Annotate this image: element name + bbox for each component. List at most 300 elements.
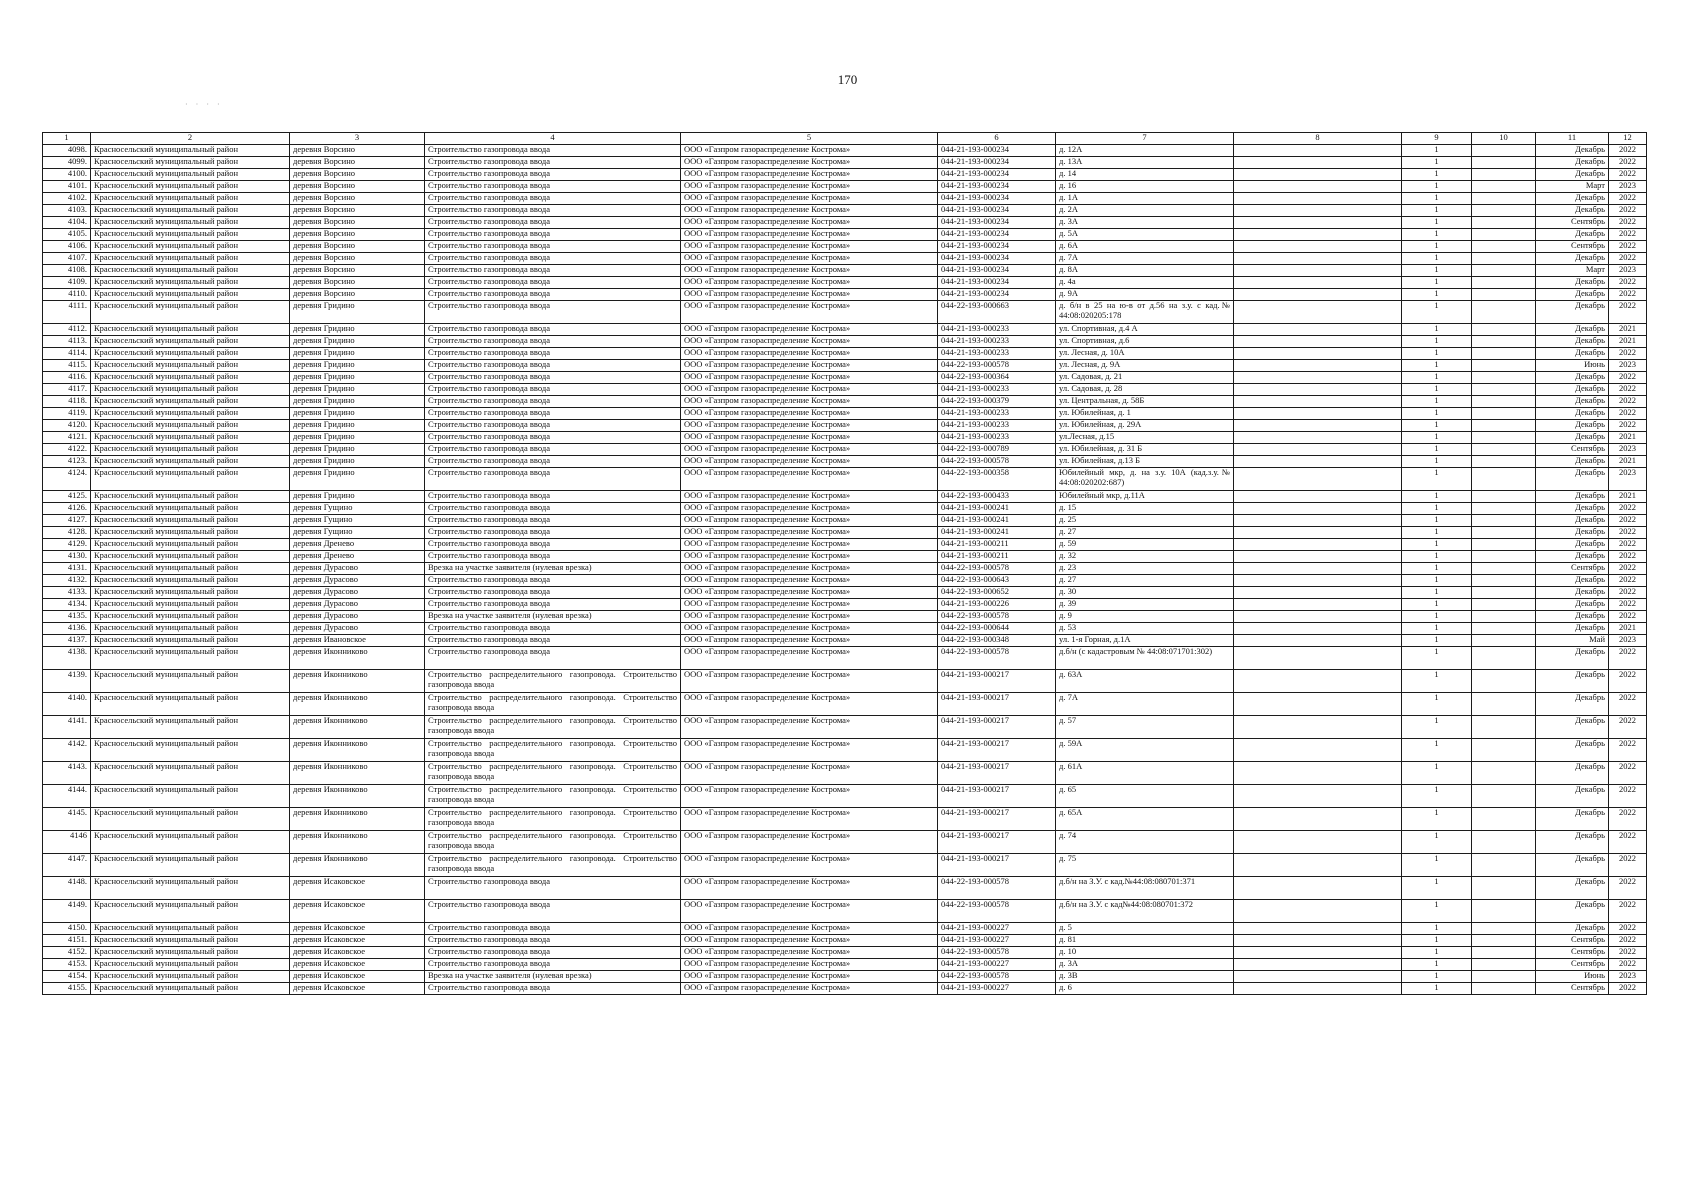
year-cell: 2022 bbox=[1609, 503, 1647, 515]
district-cell: Красносельский муниципальный район bbox=[91, 289, 290, 301]
application-number-cell: 044-21-193-000233 bbox=[938, 384, 1056, 396]
settlement-cell: деревня Иконниково bbox=[290, 716, 425, 739]
row-number-cell: 4131. bbox=[43, 563, 91, 575]
organization-cell: ООО «Газпром газораспределение Кострома» bbox=[681, 900, 938, 923]
settlement-cell: деревня Гущино bbox=[290, 503, 425, 515]
column-10-cell bbox=[1472, 456, 1536, 468]
address-cell: д. 23 bbox=[1056, 563, 1234, 575]
district-cell: Красносельский муниципальный район bbox=[91, 157, 290, 169]
column-8-cell bbox=[1234, 229, 1402, 241]
column-10-cell bbox=[1472, 491, 1536, 503]
organization-cell: ООО «Газпром газораспределение Кострома» bbox=[681, 181, 938, 193]
address-cell: д. 4а bbox=[1056, 277, 1234, 289]
column-header: 2 bbox=[91, 133, 290, 145]
work-type-cell: Строительство газопровода ввода bbox=[425, 157, 681, 169]
address-cell: д.б/н (с кадастровым № 44:08:071701:302) bbox=[1056, 647, 1234, 670]
application-number-cell: 044-21-193-000217 bbox=[938, 785, 1056, 808]
work-type-cell: Строительство газопровода ввода bbox=[425, 923, 681, 935]
settlement-cell: деревня Гридино bbox=[290, 336, 425, 348]
count-cell: 1 bbox=[1402, 372, 1472, 384]
application-number-cell: 044-21-193-000234 bbox=[938, 157, 1056, 169]
column-8-cell bbox=[1234, 265, 1402, 277]
count-cell: 1 bbox=[1402, 396, 1472, 408]
settlement-cell: деревня Дренево bbox=[290, 551, 425, 563]
table-row bbox=[43, 611, 1647, 623]
month-cell: Декабрь bbox=[1536, 145, 1609, 157]
year-cell: 2022 bbox=[1609, 959, 1647, 971]
application-number-cell: 044-21-193-000234 bbox=[938, 265, 1056, 277]
address-cell: д. 7А bbox=[1056, 693, 1234, 716]
application-number-cell: 044-22-193-000789 bbox=[938, 444, 1056, 456]
address-cell: д. 8А bbox=[1056, 265, 1234, 277]
month-cell: Декабрь bbox=[1536, 647, 1609, 670]
work-type-cell: Строительство газопровода ввода bbox=[425, 575, 681, 587]
table-row bbox=[43, 785, 1647, 808]
work-type-cell: Строительство газопровода ввода bbox=[425, 253, 681, 265]
organization-cell: ООО «Газпром газораспределение Кострома» bbox=[681, 301, 938, 324]
count-cell: 1 bbox=[1402, 900, 1472, 923]
address-cell: д. 81 bbox=[1056, 935, 1234, 947]
organization-cell: ООО «Газпром газораспределение Кострома» bbox=[681, 923, 938, 935]
address-cell: д. 27 bbox=[1056, 527, 1234, 539]
district-cell: Красносельский муниципальный район bbox=[91, 623, 290, 635]
row-number-cell: 4105. bbox=[43, 229, 91, 241]
column-8-cell bbox=[1234, 515, 1402, 527]
count-cell: 1 bbox=[1402, 217, 1472, 229]
count-cell: 1 bbox=[1402, 959, 1472, 971]
organization-cell: ООО «Газпром газораспределение Кострома» bbox=[681, 935, 938, 947]
table-row bbox=[43, 205, 1647, 217]
address-cell: д. 65А bbox=[1056, 808, 1234, 831]
column-8-cell bbox=[1234, 983, 1402, 995]
month-cell: Июнь bbox=[1536, 971, 1609, 983]
work-type-cell: Строительство распределительного газопровода. Строительство газопровода ввода bbox=[425, 693, 681, 716]
year-cell: 2023 bbox=[1609, 181, 1647, 193]
month-cell: Декабрь bbox=[1536, 808, 1609, 831]
work-type-cell: Строительство газопровода ввода bbox=[425, 408, 681, 420]
organization-cell: ООО «Газпром газораспределение Кострома» bbox=[681, 785, 938, 808]
column-8-cell bbox=[1234, 372, 1402, 384]
column-10-cell bbox=[1472, 923, 1536, 935]
settlement-cell: деревня Гридино bbox=[290, 456, 425, 468]
column-10-cell bbox=[1472, 854, 1536, 877]
row-number-cell: 4151. bbox=[43, 935, 91, 947]
column-header: 9 bbox=[1402, 133, 1472, 145]
count-cell: 1 bbox=[1402, 647, 1472, 670]
year-cell: 2023 bbox=[1609, 635, 1647, 647]
column-10-cell bbox=[1472, 831, 1536, 854]
year-cell: 2021 bbox=[1609, 324, 1647, 336]
work-type-cell: Врезка на участке заявителя (нулевая врезка) bbox=[425, 563, 681, 575]
address-cell: д. 15 bbox=[1056, 503, 1234, 515]
column-8-cell bbox=[1234, 205, 1402, 217]
month-cell: Декабрь bbox=[1536, 923, 1609, 935]
district-cell: Красносельский муниципальный район bbox=[91, 169, 290, 181]
application-number-cell: 044-21-193-000234 bbox=[938, 145, 1056, 157]
address-cell: ул. Лесная, д. 10А bbox=[1056, 348, 1234, 360]
district-cell: Красносельский муниципальный район bbox=[91, 456, 290, 468]
month-cell: Декабрь bbox=[1536, 372, 1609, 384]
year-cell: 2022 bbox=[1609, 205, 1647, 217]
application-number-cell: 044-21-193-000211 bbox=[938, 539, 1056, 551]
table-row bbox=[43, 468, 1647, 491]
table-row bbox=[43, 432, 1647, 444]
table-row bbox=[43, 739, 1647, 762]
count-cell: 1 bbox=[1402, 831, 1472, 854]
row-number-cell: 4141. bbox=[43, 716, 91, 739]
organization-cell: ООО «Газпром газораспределение Кострома» bbox=[681, 587, 938, 599]
count-cell: 1 bbox=[1402, 324, 1472, 336]
table-row bbox=[43, 854, 1647, 877]
month-cell: Декабрь bbox=[1536, 468, 1609, 491]
table-row bbox=[43, 599, 1647, 611]
organization-cell: ООО «Газпром газораспределение Кострома» bbox=[681, 169, 938, 181]
year-cell: 2023 bbox=[1609, 468, 1647, 491]
count-cell: 1 bbox=[1402, 785, 1472, 808]
year-cell: 2023 bbox=[1609, 444, 1647, 456]
month-cell: Декабрь bbox=[1536, 205, 1609, 217]
work-type-cell: Строительство газопровода ввода bbox=[425, 396, 681, 408]
month-cell: Декабрь bbox=[1536, 157, 1609, 169]
organization-cell: ООО «Газпром газораспределение Кострома» bbox=[681, 515, 938, 527]
settlement-cell: деревня Дурасово bbox=[290, 575, 425, 587]
count-cell: 1 bbox=[1402, 205, 1472, 217]
column-header: 12 bbox=[1609, 133, 1647, 145]
month-cell: Декабрь bbox=[1536, 693, 1609, 716]
scan-specks: · · · · bbox=[185, 100, 223, 109]
row-number-cell: 4145. bbox=[43, 808, 91, 831]
organization-cell: ООО «Газпром газораспределение Кострома» bbox=[681, 947, 938, 959]
column-header: 4 bbox=[425, 133, 681, 145]
count-cell: 1 bbox=[1402, 551, 1472, 563]
district-cell: Красносельский муниципальный район bbox=[91, 444, 290, 456]
row-number-cell: 4100. bbox=[43, 169, 91, 181]
column-8-cell bbox=[1234, 348, 1402, 360]
work-type-cell: Врезка на участке заявителя (нулевая врезка) bbox=[425, 971, 681, 983]
column-10-cell bbox=[1472, 739, 1536, 762]
count-cell: 1 bbox=[1402, 384, 1472, 396]
district-cell: Красносельский муниципальный район bbox=[91, 372, 290, 384]
column-10-cell bbox=[1472, 670, 1536, 693]
count-cell: 1 bbox=[1402, 515, 1472, 527]
district-cell: Красносельский муниципальный район bbox=[91, 468, 290, 491]
address-cell: д. 12А bbox=[1056, 145, 1234, 157]
application-number-cell: 044-21-193-000233 bbox=[938, 408, 1056, 420]
table-row bbox=[43, 241, 1647, 253]
column-10-cell bbox=[1472, 785, 1536, 808]
table-row bbox=[43, 635, 1647, 647]
table-row bbox=[43, 360, 1647, 372]
work-type-cell: Строительство газопровода ввода bbox=[425, 265, 681, 277]
settlement-cell: деревня Ворсино bbox=[290, 205, 425, 217]
column-header: 7 bbox=[1056, 133, 1234, 145]
column-10-cell bbox=[1472, 229, 1536, 241]
row-number-cell: 4099. bbox=[43, 157, 91, 169]
column-10-cell bbox=[1472, 181, 1536, 193]
address-cell: д. 13А bbox=[1056, 157, 1234, 169]
address-cell: д.б/н на З.У. с кад№44:08:080701:372 bbox=[1056, 900, 1234, 923]
settlement-cell: деревня Ворсино bbox=[290, 181, 425, 193]
column-10-cell bbox=[1472, 444, 1536, 456]
column-10-cell bbox=[1472, 575, 1536, 587]
month-cell: Декабрь bbox=[1536, 575, 1609, 587]
organization-cell: ООО «Газпром газораспределение Кострома» bbox=[681, 647, 938, 670]
table-row bbox=[43, 693, 1647, 716]
year-cell: 2021 bbox=[1609, 432, 1647, 444]
month-cell: Декабрь bbox=[1536, 289, 1609, 301]
address-cell: д. 6А bbox=[1056, 241, 1234, 253]
district-cell: Красносельский муниципальный район bbox=[91, 983, 290, 995]
year-cell: 2021 bbox=[1609, 456, 1647, 468]
column-8-cell bbox=[1234, 587, 1402, 599]
district-cell: Красносельский муниципальный район bbox=[91, 515, 290, 527]
application-number-cell: 044-21-193-000211 bbox=[938, 551, 1056, 563]
month-cell: Декабрь bbox=[1536, 408, 1609, 420]
column-8-cell bbox=[1234, 539, 1402, 551]
count-cell: 1 bbox=[1402, 808, 1472, 831]
application-number-cell: 044-22-193-000663 bbox=[938, 301, 1056, 324]
organization-cell: ООО «Газпром газораспределение Кострома» bbox=[681, 372, 938, 384]
row-number-cell: 4107. bbox=[43, 253, 91, 265]
work-type-cell: Строительство газопровода ввода bbox=[425, 515, 681, 527]
column-8-cell bbox=[1234, 157, 1402, 169]
month-cell: Декабрь bbox=[1536, 623, 1609, 635]
application-number-cell: 044-22-193-000358 bbox=[938, 468, 1056, 491]
row-number-cell: 4155. bbox=[43, 983, 91, 995]
table-row bbox=[43, 563, 1647, 575]
work-type-cell: Строительство газопровода ввода bbox=[425, 360, 681, 372]
table-row bbox=[43, 515, 1647, 527]
table-row bbox=[43, 762, 1647, 785]
address-cell: ул. Спортивная, д.6 bbox=[1056, 336, 1234, 348]
count-cell: 1 bbox=[1402, 491, 1472, 503]
column-10-cell bbox=[1472, 599, 1536, 611]
table-row bbox=[43, 527, 1647, 539]
month-cell: Декабрь bbox=[1536, 324, 1609, 336]
month-cell: Сентябрь bbox=[1536, 935, 1609, 947]
year-cell: 2022 bbox=[1609, 277, 1647, 289]
month-cell: Декабрь bbox=[1536, 854, 1609, 877]
table-row bbox=[43, 647, 1647, 670]
month-cell: Март bbox=[1536, 181, 1609, 193]
settlement-cell: деревня Дурасово bbox=[290, 599, 425, 611]
row-number-cell: 4140. bbox=[43, 693, 91, 716]
work-type-cell: Строительство газопровода ввода bbox=[425, 444, 681, 456]
organization-cell: ООО «Газпром газораспределение Кострома» bbox=[681, 217, 938, 229]
district-cell: Красносельский муниципальный район bbox=[91, 716, 290, 739]
district-cell: Красносельский муниципальный район bbox=[91, 229, 290, 241]
application-number-cell: 044-21-193-000241 bbox=[938, 503, 1056, 515]
organization-cell: ООО «Газпром газораспределение Кострома» bbox=[681, 599, 938, 611]
column-10-cell bbox=[1472, 169, 1536, 181]
application-number-cell: 044-21-193-000234 bbox=[938, 181, 1056, 193]
month-cell: Июнь bbox=[1536, 360, 1609, 372]
application-number-cell: 044-22-193-000433 bbox=[938, 491, 1056, 503]
application-number-cell: 044-21-193-000217 bbox=[938, 762, 1056, 785]
work-type-cell: Строительство газопровода ввода bbox=[425, 384, 681, 396]
column-8-cell bbox=[1234, 420, 1402, 432]
year-cell: 2022 bbox=[1609, 611, 1647, 623]
district-cell: Красносельский муниципальный район bbox=[91, 599, 290, 611]
month-cell: Декабрь bbox=[1536, 551, 1609, 563]
count-cell: 1 bbox=[1402, 539, 1472, 551]
column-8-cell bbox=[1234, 527, 1402, 539]
year-cell: 2022 bbox=[1609, 599, 1647, 611]
table-row bbox=[43, 408, 1647, 420]
settlement-cell: деревня Ворсино bbox=[290, 169, 425, 181]
month-cell: Декабрь bbox=[1536, 527, 1609, 539]
column-8-cell bbox=[1234, 575, 1402, 587]
month-cell: Декабрь bbox=[1536, 277, 1609, 289]
settlement-cell: деревня Иконниково bbox=[290, 670, 425, 693]
settlement-cell: деревня Ворсино bbox=[290, 157, 425, 169]
address-cell: д. 5 bbox=[1056, 923, 1234, 935]
application-number-cell: 044-21-193-000234 bbox=[938, 277, 1056, 289]
settlement-cell: деревня Иконниково bbox=[290, 808, 425, 831]
row-number-cell: 4112. bbox=[43, 324, 91, 336]
district-cell: Красносельский муниципальный район bbox=[91, 575, 290, 587]
organization-cell: ООО «Газпром газораспределение Кострома» bbox=[681, 539, 938, 551]
count-cell: 1 bbox=[1402, 420, 1472, 432]
column-8-cell bbox=[1234, 336, 1402, 348]
district-cell: Красносельский муниципальный район bbox=[91, 739, 290, 762]
count-cell: 1 bbox=[1402, 229, 1472, 241]
address-cell: ул. Юбилейная, д.13 Б bbox=[1056, 456, 1234, 468]
column-8-cell bbox=[1234, 854, 1402, 877]
month-cell: Декабрь bbox=[1536, 831, 1609, 854]
address-cell: д. 1А bbox=[1056, 193, 1234, 205]
column-10-cell bbox=[1472, 587, 1536, 599]
application-number-cell: 044-21-193-000234 bbox=[938, 217, 1056, 229]
row-number-cell: 4148. bbox=[43, 877, 91, 900]
count-cell: 1 bbox=[1402, 635, 1472, 647]
row-number-cell: 4101. bbox=[43, 181, 91, 193]
year-cell: 2022 bbox=[1609, 575, 1647, 587]
row-number-cell: 4135. bbox=[43, 611, 91, 623]
district-cell: Красносельский муниципальный район bbox=[91, 785, 290, 808]
work-type-cell: Строительство газопровода ввода bbox=[425, 599, 681, 611]
application-number-cell: 044-22-193-000379 bbox=[938, 396, 1056, 408]
count-cell: 1 bbox=[1402, 289, 1472, 301]
month-cell: Декабрь bbox=[1536, 503, 1609, 515]
settlement-cell: деревня Дурасово bbox=[290, 587, 425, 599]
column-8-cell bbox=[1234, 739, 1402, 762]
table-row bbox=[43, 348, 1647, 360]
district-cell: Красносельский муниципальный район bbox=[91, 635, 290, 647]
application-number-cell: 044-21-193-000217 bbox=[938, 670, 1056, 693]
month-cell: Декабрь bbox=[1536, 229, 1609, 241]
district-cell: Красносельский муниципальный район bbox=[91, 503, 290, 515]
work-type-cell: Строительство газопровода ввода bbox=[425, 456, 681, 468]
column-10-cell bbox=[1472, 647, 1536, 670]
application-number-cell: 044-21-193-000234 bbox=[938, 205, 1056, 217]
organization-cell: ООО «Газпром газораспределение Кострома» bbox=[681, 289, 938, 301]
year-cell: 2022 bbox=[1609, 348, 1647, 360]
settlement-cell: деревня Гридино bbox=[290, 408, 425, 420]
row-number-cell: 4154. bbox=[43, 971, 91, 983]
settlement-cell: деревня Ворсино bbox=[290, 241, 425, 253]
month-cell: Декабрь bbox=[1536, 515, 1609, 527]
settlement-cell: деревня Дурасово bbox=[290, 563, 425, 575]
address-cell: ул. Юбилейная, д. 29А bbox=[1056, 420, 1234, 432]
count-cell: 1 bbox=[1402, 193, 1472, 205]
settlement-cell: деревня Иконниково bbox=[290, 785, 425, 808]
work-type-cell: Строительство газопровода ввода bbox=[425, 241, 681, 253]
count-cell: 1 bbox=[1402, 503, 1472, 515]
month-cell: Декабрь bbox=[1536, 900, 1609, 923]
settlement-cell: деревня Гридино bbox=[290, 491, 425, 503]
address-cell: д. 10 bbox=[1056, 947, 1234, 959]
table-row bbox=[43, 716, 1647, 739]
application-number-cell: 044-21-193-000217 bbox=[938, 808, 1056, 831]
column-8-cell bbox=[1234, 693, 1402, 716]
settlement-cell: деревня Гридино bbox=[290, 324, 425, 336]
settlement-cell: деревня Ворсино bbox=[290, 253, 425, 265]
column-10-cell bbox=[1472, 205, 1536, 217]
organization-cell: ООО «Газпром газораспределение Кострома» bbox=[681, 145, 938, 157]
month-cell: Сентябрь bbox=[1536, 241, 1609, 253]
row-number-cell: 4106. bbox=[43, 241, 91, 253]
address-cell: д. 9 bbox=[1056, 611, 1234, 623]
year-cell: 2022 bbox=[1609, 253, 1647, 265]
application-number-cell: 044-21-193-000233 bbox=[938, 432, 1056, 444]
application-number-cell: 044-22-193-000578 bbox=[938, 647, 1056, 670]
column-8-cell bbox=[1234, 396, 1402, 408]
column-8-cell bbox=[1234, 193, 1402, 205]
row-number-cell: 4152. bbox=[43, 947, 91, 959]
address-cell: д. 9А bbox=[1056, 289, 1234, 301]
count-cell: 1 bbox=[1402, 265, 1472, 277]
month-cell: Декабрь bbox=[1536, 587, 1609, 599]
column-10-cell bbox=[1472, 289, 1536, 301]
settlement-cell: деревня Иконниково bbox=[290, 693, 425, 716]
settlement-cell: деревня Гридино bbox=[290, 432, 425, 444]
organization-cell: ООО «Газпром газораспределение Кострома» bbox=[681, 229, 938, 241]
column-8-cell bbox=[1234, 900, 1402, 923]
table-row bbox=[43, 289, 1647, 301]
year-cell: 2022 bbox=[1609, 900, 1647, 923]
table-row bbox=[43, 181, 1647, 193]
year-cell: 2022 bbox=[1609, 408, 1647, 420]
table-row bbox=[43, 587, 1647, 599]
district-cell: Красносельский муниципальный район bbox=[91, 563, 290, 575]
organization-cell: ООО «Газпром газораспределение Кострома» bbox=[681, 241, 938, 253]
work-type-cell: Строительство газопровода ввода bbox=[425, 527, 681, 539]
row-number-cell: 4113. bbox=[43, 336, 91, 348]
year-cell: 2022 bbox=[1609, 217, 1647, 229]
count-cell: 1 bbox=[1402, 983, 1472, 995]
month-cell: Декабрь bbox=[1536, 716, 1609, 739]
settlement-cell: деревня Иконниково bbox=[290, 647, 425, 670]
column-8-cell bbox=[1234, 217, 1402, 229]
organization-cell: ООО «Газпром газораспределение Кострома» bbox=[681, 575, 938, 587]
count-cell: 1 bbox=[1402, 253, 1472, 265]
work-type-cell: Строительство газопровода ввода bbox=[425, 169, 681, 181]
table-row bbox=[43, 959, 1647, 971]
settlement-cell: деревня Исаковское bbox=[290, 923, 425, 935]
year-cell: 2022 bbox=[1609, 762, 1647, 785]
column-header: 8 bbox=[1234, 133, 1402, 145]
table-row bbox=[43, 253, 1647, 265]
application-number-cell: 044-21-193-000234 bbox=[938, 229, 1056, 241]
column-10-cell bbox=[1472, 611, 1536, 623]
application-number-cell: 044-22-193-000578 bbox=[938, 611, 1056, 623]
column-8-cell bbox=[1234, 947, 1402, 959]
column-8-cell bbox=[1234, 959, 1402, 971]
count-cell: 1 bbox=[1402, 575, 1472, 587]
organization-cell: ООО «Газпром газораспределение Кострома» bbox=[681, 503, 938, 515]
table-row bbox=[43, 900, 1647, 923]
